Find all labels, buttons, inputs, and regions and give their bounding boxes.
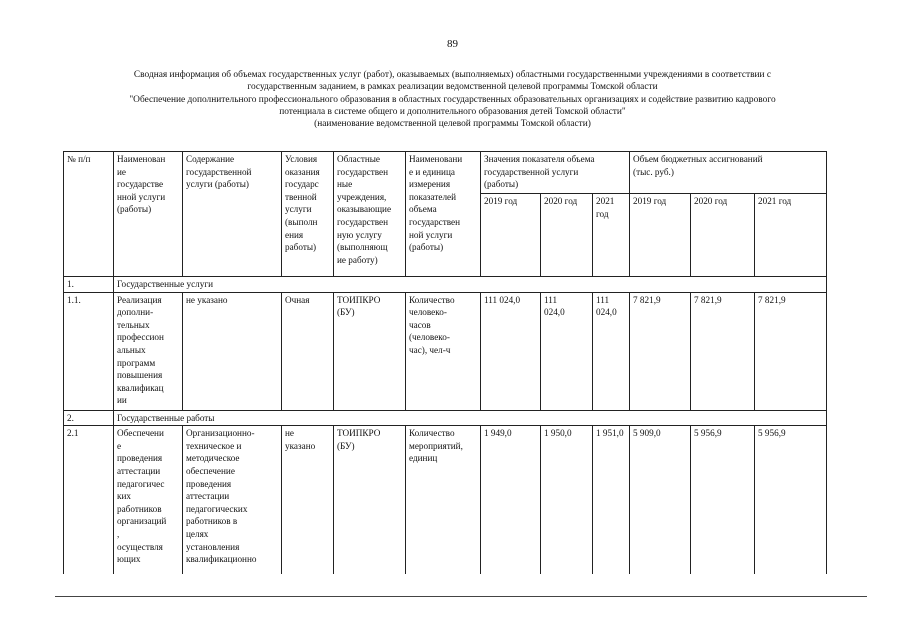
row-volume-2020: 1 950,0 [541, 426, 593, 575]
table-row [64, 292, 827, 410]
row-content: Организационно- техническое и методическое обеспечение проведения аттестации педагогических работников в целях установления квалификационно [183, 426, 282, 575]
row-volume-2021: 1 951,0 [593, 426, 630, 575]
row-num: 1.1. [64, 292, 114, 410]
header-conditions: Условия оказания государс твенной услуги (выполн ения работы) [282, 152, 334, 277]
heading-line-2: государственным заданием, в рамках реализации ведомственной целевой программы Томской области [247, 82, 658, 93]
row-content: не указано [183, 292, 282, 410]
header-content: Содержание государственной услуги (работы) [183, 152, 282, 277]
table-row [64, 426, 827, 575]
header-volume-2021: 2021 год [593, 194, 630, 277]
row-indicator: Количество мероприятий, единиц [406, 426, 481, 575]
page-cut-line [55, 596, 867, 597]
row-budget-2020: 7 821,9 [691, 292, 755, 410]
services-table [63, 151, 827, 574]
page-number: 89 [447, 38, 458, 50]
heading-line-3: "Обеспечение дополнительного профессионального образования в областных государственных образовательных организациях и содействие развитию кадрового [129, 94, 776, 105]
row-volume-2021: 111 024,0 [593, 292, 630, 410]
section-title: Государственные работы [114, 410, 827, 426]
row-num: 2.1 [64, 426, 114, 575]
row-institution: ТОИПКРО (БУ) [334, 426, 406, 575]
row-budget-2021: 5 956,9 [755, 426, 827, 575]
header-volume-2020: 2020 год [541, 194, 593, 277]
row-volume-2020: 111 024,0 [541, 292, 593, 410]
row-service-name: Реализация дополни- тельных профессион альных программ повышения квалификац ии [114, 292, 183, 410]
heading-line-5: (наименование ведомственной целевой программы Томской области) [314, 119, 591, 130]
header-service-name: Наименован ие государстве нной услуги (работы) [114, 152, 183, 277]
header-indicator: Наименовани е и единица измерения показателей объема государствен ной услуги (работы) [406, 152, 481, 277]
header-row-1 [64, 152, 827, 194]
section-title: Государственные услуги [114, 277, 827, 293]
row-volume-2019: 1 949,0 [481, 426, 541, 575]
section-row-works [64, 410, 827, 426]
section-row-services [64, 277, 827, 293]
heading-line-1: Сводная информация об объемах государственных услуг (работ), оказываемых (выполняемых) областными государственными учреждениями в соответствии с [133, 70, 772, 80]
header-institutions: Областные государствен ные учреждения, оказывающие государствен ную услугу (выполняющ ие работу) [334, 152, 406, 277]
row-volume-2019: 111 024,0 [481, 292, 541, 410]
row-institution: ТОИПКРО (БУ) [334, 292, 406, 410]
header-budget-2019: 2019 год [630, 194, 691, 277]
header-budget-2020: 2020 год [691, 194, 755, 277]
header-budget-group: Объем бюджетных ассигнований (тыс. руб.) [630, 152, 827, 194]
row-conditions: не указано [282, 426, 334, 575]
header-volume-group: Значения показателя объема государственной услуги (работы) [481, 152, 630, 194]
row-budget-2021: 7 821,9 [755, 292, 827, 410]
header-volume-2019: 2019 год [481, 194, 541, 277]
header-num: № п/п [64, 152, 114, 277]
row-budget-2019: 5 909,0 [630, 426, 691, 575]
document-heading [40, 69, 865, 130]
row-service-name: Обеспечени е проведения аттестации педагогичес ких работников организаций , осуществля ющих [114, 426, 183, 575]
header-budget-2021: 2021 год [755, 194, 827, 277]
row-budget-2019: 7 821,9 [630, 292, 691, 410]
heading-line-4: потенциала в системе общего и дополнительного образования детей Томской области" [279, 106, 626, 117]
section-num: 1. [64, 277, 114, 293]
section-num: 2. [64, 410, 114, 426]
row-indicator: Количество человеко- часов (человеко- час), чел-ч [406, 292, 481, 410]
row-conditions: Очная [282, 292, 334, 410]
row-budget-2020: 5 956,9 [691, 426, 755, 575]
